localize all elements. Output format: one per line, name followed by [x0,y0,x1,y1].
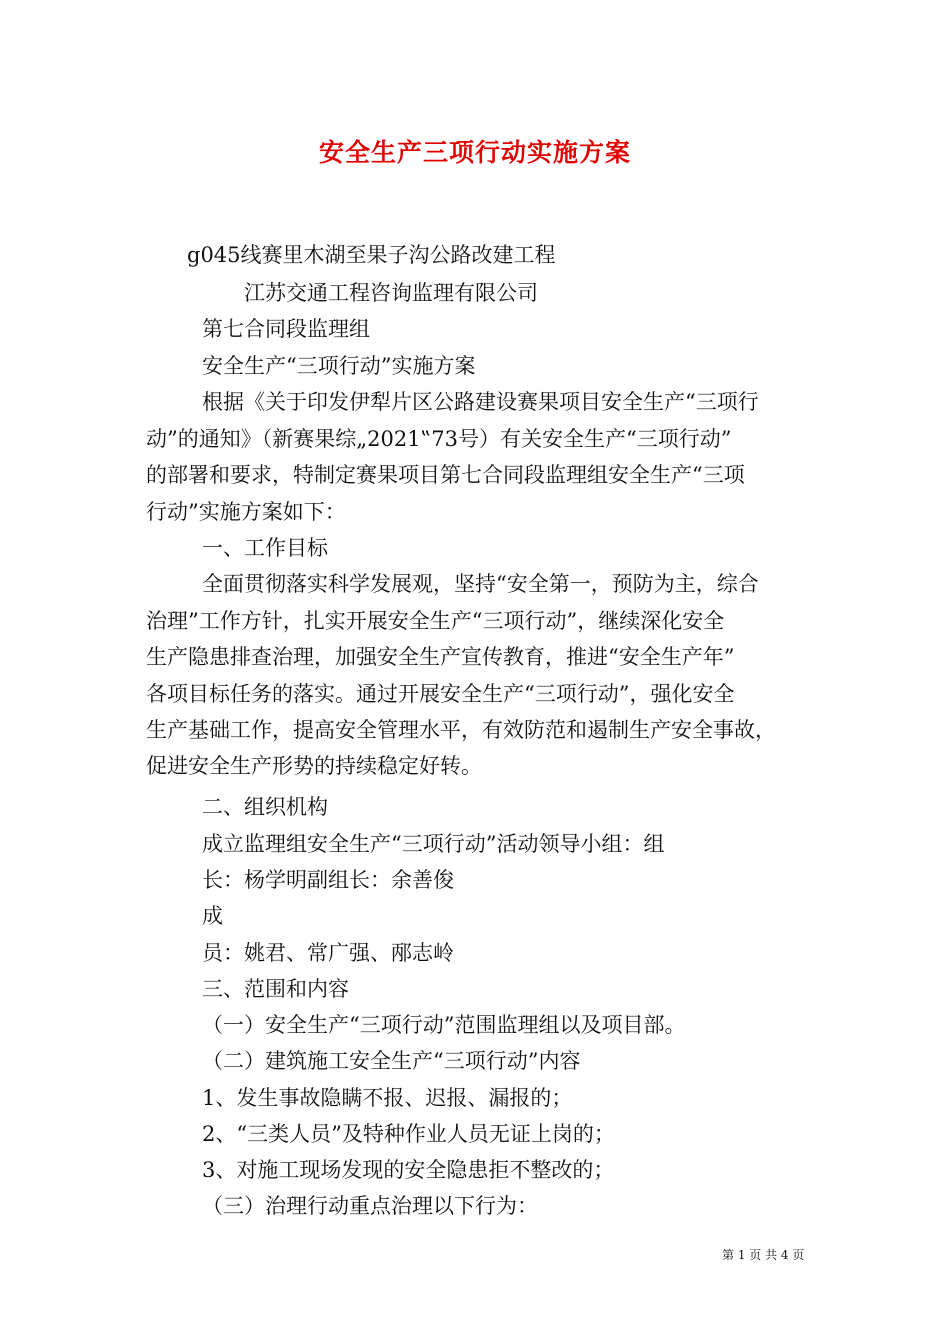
company-name-line: 江苏交通工程咨询监理有限公司 [244,281,538,305]
page-number: 第 1 页 共 4 页 [722,1248,805,1262]
list-item: 3、对施工现场发现的安全隐患拒不整改的； [202,1158,615,1182]
plan-subtitle-line: 安全生产“三项行动”实施方案 [202,354,476,378]
list-item: （二）建筑施工安全生产“三项行动”内容 [202,1049,581,1073]
section-heading: 一、工作目标 [202,536,328,560]
document-title: 安全生产三项行动实施方案 [318,138,631,167]
paragraph-line: 员：姚君、常广强、邴志岭 [202,941,454,965]
paragraph-line: 治理”工作方针，扎实开展安全生产“三项行动”，继续深化安全 [146,609,725,633]
paragraph-line: 生产隐患排查治理，加强安全生产宣传教育，推进“安全生产年” [146,645,735,669]
paragraph-line: 长：杨学明副组长：余善俊 [202,868,454,892]
list-item: （一）安全生产“三项行动”范围监理组以及项目部。 [202,1013,686,1037]
paragraph-line: 各项目标任务的落实。通过开展安全生产“三项行动”，强化安全 [146,682,735,706]
paragraph-line: 成 [202,904,223,928]
paragraph-line: 的部署和要求，特制定赛果项目第七合同段监理组安全生产“三项 [146,463,745,487]
paragraph-line: 动”的通知》（新赛果综„2021‟73号）有关安全生产“三项行动” [146,427,732,451]
section-heading: 二、组织机构 [202,795,328,819]
section-heading: 三、范围和内容 [202,977,349,1001]
project-name-line: g045线赛里木湖至果子沟公路改建工程 [187,243,556,267]
list-item: 1、发生事故隐瞒不报、迟报、漏报的； [202,1086,573,1110]
paragraph-line: 行动”实施方案如下： [146,500,346,524]
section-group-line: 第七合同段监理组 [202,317,370,341]
paragraph-line: 全面贯彻落实科学发展观，坚持“安全第一，预防为主，综合 [202,572,759,596]
list-item: 2、“三类人员”及特种作业人员无证上岗的； [202,1122,615,1146]
paragraph-line: 根据《关于印发伊犁片区公路建设赛果项目安全生产“三项行 [202,390,759,414]
paragraph-line: 成立监理组安全生产“三项行动”活动领导小组：组 [202,832,665,856]
list-item: （三）治理行动重点治理以下行为： [202,1194,538,1218]
paragraph-line: 促进安全生产形势的持续稳定好转。 [146,754,482,778]
paragraph-line: 生产基础工作，提高安全管理水平，有效防范和遏制生产安全事故， [146,718,776,742]
